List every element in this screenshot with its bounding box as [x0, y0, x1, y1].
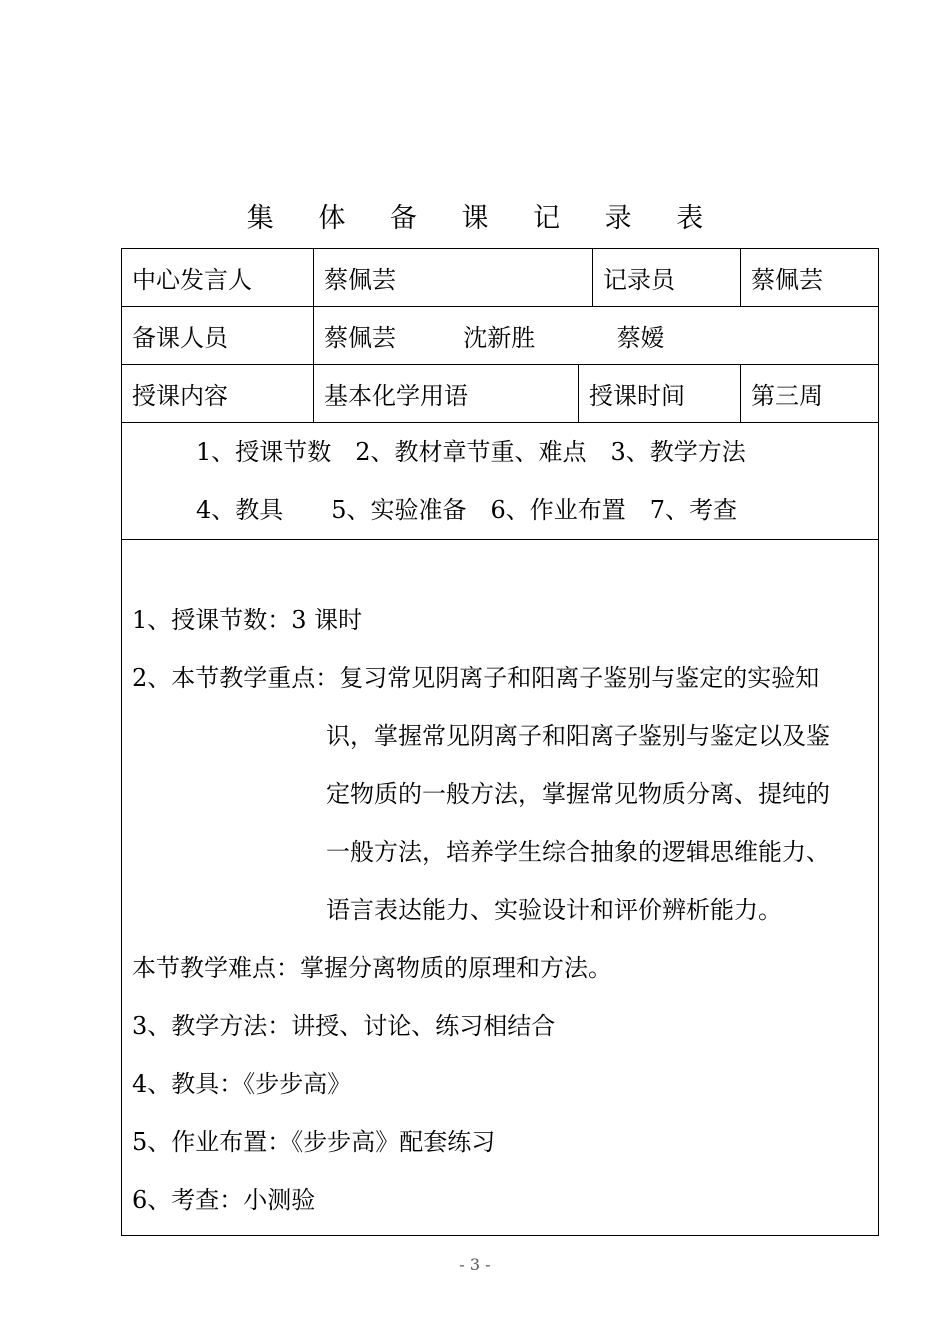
- content-line: 识，掌握常见阴离子和阳离子鉴别与鉴定以及鉴: [326, 721, 830, 750]
- preparer-name: 蔡嫒: [616, 324, 665, 352]
- items-line: 1、授课节数 2、教材章节重、难点 3、教学方法: [196, 438, 746, 466]
- content-line: 定物质的一般方法，掌握常见物质分离、提纯的: [326, 779, 830, 808]
- recorder-label: 记录员: [593, 249, 741, 307]
- preparer-name: 沈新胜: [463, 324, 536, 352]
- time-label: 授课时间: [579, 365, 741, 423]
- content-body: [132, 547, 878, 1229]
- items-line: 4、教具 5、实验准备 6、作业布置 7、考查: [196, 496, 738, 524]
- content-line: 5、作业布置：《步步高》配套练习: [132, 1127, 496, 1156]
- content-line: 语言表达能力、实验设计和评价辨析能力。: [326, 895, 782, 924]
- items-cell: [122, 423, 879, 540]
- content-line: 4、教具：《步步高》: [132, 1069, 352, 1098]
- content-line: 一般方法，培养学生综合抽象的逻辑思维能力、: [326, 837, 830, 866]
- record-table: [121, 248, 879, 1236]
- content-cell: [122, 540, 879, 1236]
- content-line: 本节教学难点：掌握分离物质的原理和方法。: [132, 953, 612, 982]
- row-speaker: [122, 249, 879, 307]
- preparers-value: [314, 307, 879, 365]
- topic-value: 基本化学用语: [314, 365, 579, 423]
- page-title: 集 体 备 课 记 录 表: [246, 203, 722, 234]
- time-value: 第三周: [741, 365, 879, 423]
- content-line: 3、教学方法：讲授、讨论、练习相结合: [132, 1011, 556, 1040]
- speaker-label: 中心发言人: [122, 249, 314, 307]
- content-line: 1、授课节数：3 课时: [132, 605, 363, 634]
- preparers-label: 备课人员: [122, 307, 314, 365]
- recorder-value: 蔡佩芸: [741, 249, 879, 307]
- page-number: - 3 -: [459, 1255, 491, 1274]
- content-line: 6、考查：小测验: [132, 1185, 316, 1214]
- topic-label: 授课内容: [122, 365, 314, 423]
- preparer-name: 蔡佩芸: [324, 324, 396, 352]
- row-preparers: [122, 307, 879, 365]
- content-line: 2、本节教学重点：复习常见阴离子和阳离子鉴别与鉴定的实验知: [132, 663, 820, 692]
- speaker-value: 蔡佩芸: [314, 249, 593, 307]
- row-content: [122, 540, 879, 1236]
- row-items: [122, 423, 879, 540]
- row-topic: [122, 365, 879, 423]
